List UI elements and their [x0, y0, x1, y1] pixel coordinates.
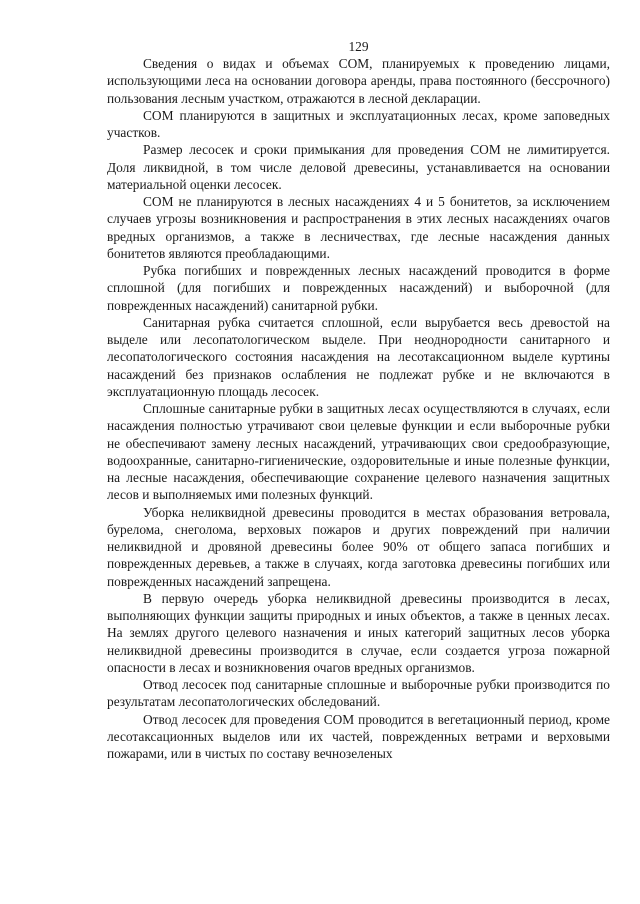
document-body: [107, 55, 610, 762]
paragraph: Санитарная рубка считается сплошной, если вырубается весь древостой на выделе или лесопатологическом выделе. При неоднородности санитарного и лесопатологического состояния насаждения на лесотаксационном выделе куртины насаждений без признаков ослабления не подлежат рубке и не включаются в эксплуатационную площадь лесосек.: [107, 314, 610, 399]
paragraph: Рубка погибших и поврежденных лесных насаждений проводится в форме сплошной (для погибших и поврежденных насаждений) и выборочной (для поврежденных насаждений) санитарной рубки.: [107, 263, 610, 313]
paragraph: Размер лесосек и сроки примыкания для проведения СОМ не лимитируется. Доля ликвидной, в том числе деловой древесины, устанавливается на основании материальной оценки лесосек.: [107, 142, 610, 192]
paragraph: Уборка неликвидной древесины проводится в местах образования ветровала, бурелома, снеголома, верховых пожаров и других повреждений при наличии неликвидной и дровяной древесины более 90% от общего запаса погибших и поврежденных деревьев, а также в случаях, когда заготовка древесины погибших или поврежденных насаждений запрещена.: [107, 504, 610, 589]
paragraph: Сплошные санитарные рубки в защитных лесах осуществляются в случаях, если насаждения полностью утрачивают свои целевые функции и если выборочные рубки не обеспечивают замену лесных насаждений, утрачивающих свои средообразующие, водоохранные, санитарно-гигиенические, оздоровительные и иные полезные функции, на лесные насаждения, обеспечивающие сохранение целевого назначения защитных лесов и выполняемых ими полезных функций.: [107, 401, 610, 503]
paragraph: Отвод лесосек под санитарные сплошные и выборочные рубки производится по результатам лесопатологических обследований.: [107, 677, 610, 710]
paragraph: СОМ не планируются в лесных насаждениях 4 и 5 бонитетов, за исключением случаев угрозы возникновения и распространения в этих лесных насаждениях очагов вредных организмов, а также в лесничествах, где лесные насаждения данных бонитетов являются преобладающими.: [107, 194, 610, 261]
paragraph: В первую очередь уборка неликвидной древесины производится в лесах, выполняющих функции защиты природных и иных объектов, а также в ценных лесах. На землях другого целевого назначения и иных категорий защитных лесов уборка неликвидной древесины производится в случае, если создается угроза пожарной опасности в лесах и возникновения очагов вредных организмов.: [107, 590, 610, 675]
paragraph: Отвод лесосек для проведения СОМ проводится в вегетационный период, кроме лесотаксационных выделов или их частей, поврежденных ветрами и верховыми пожарами, или в чистых по составу вечнозеленых: [107, 711, 610, 761]
page-number: 129: [348, 39, 369, 54]
paragraph: СОМ планируются в защитных и эксплуатационных лесах, кроме заповедных участков.: [107, 107, 610, 140]
paragraph: Сведения о видах и объемах СОМ, планируемых к проведению лицами, использующими леса на основании договора аренды, права постоянного (бессрочного) пользования лесным участком, отражаются в лесной декларации.: [107, 56, 610, 106]
